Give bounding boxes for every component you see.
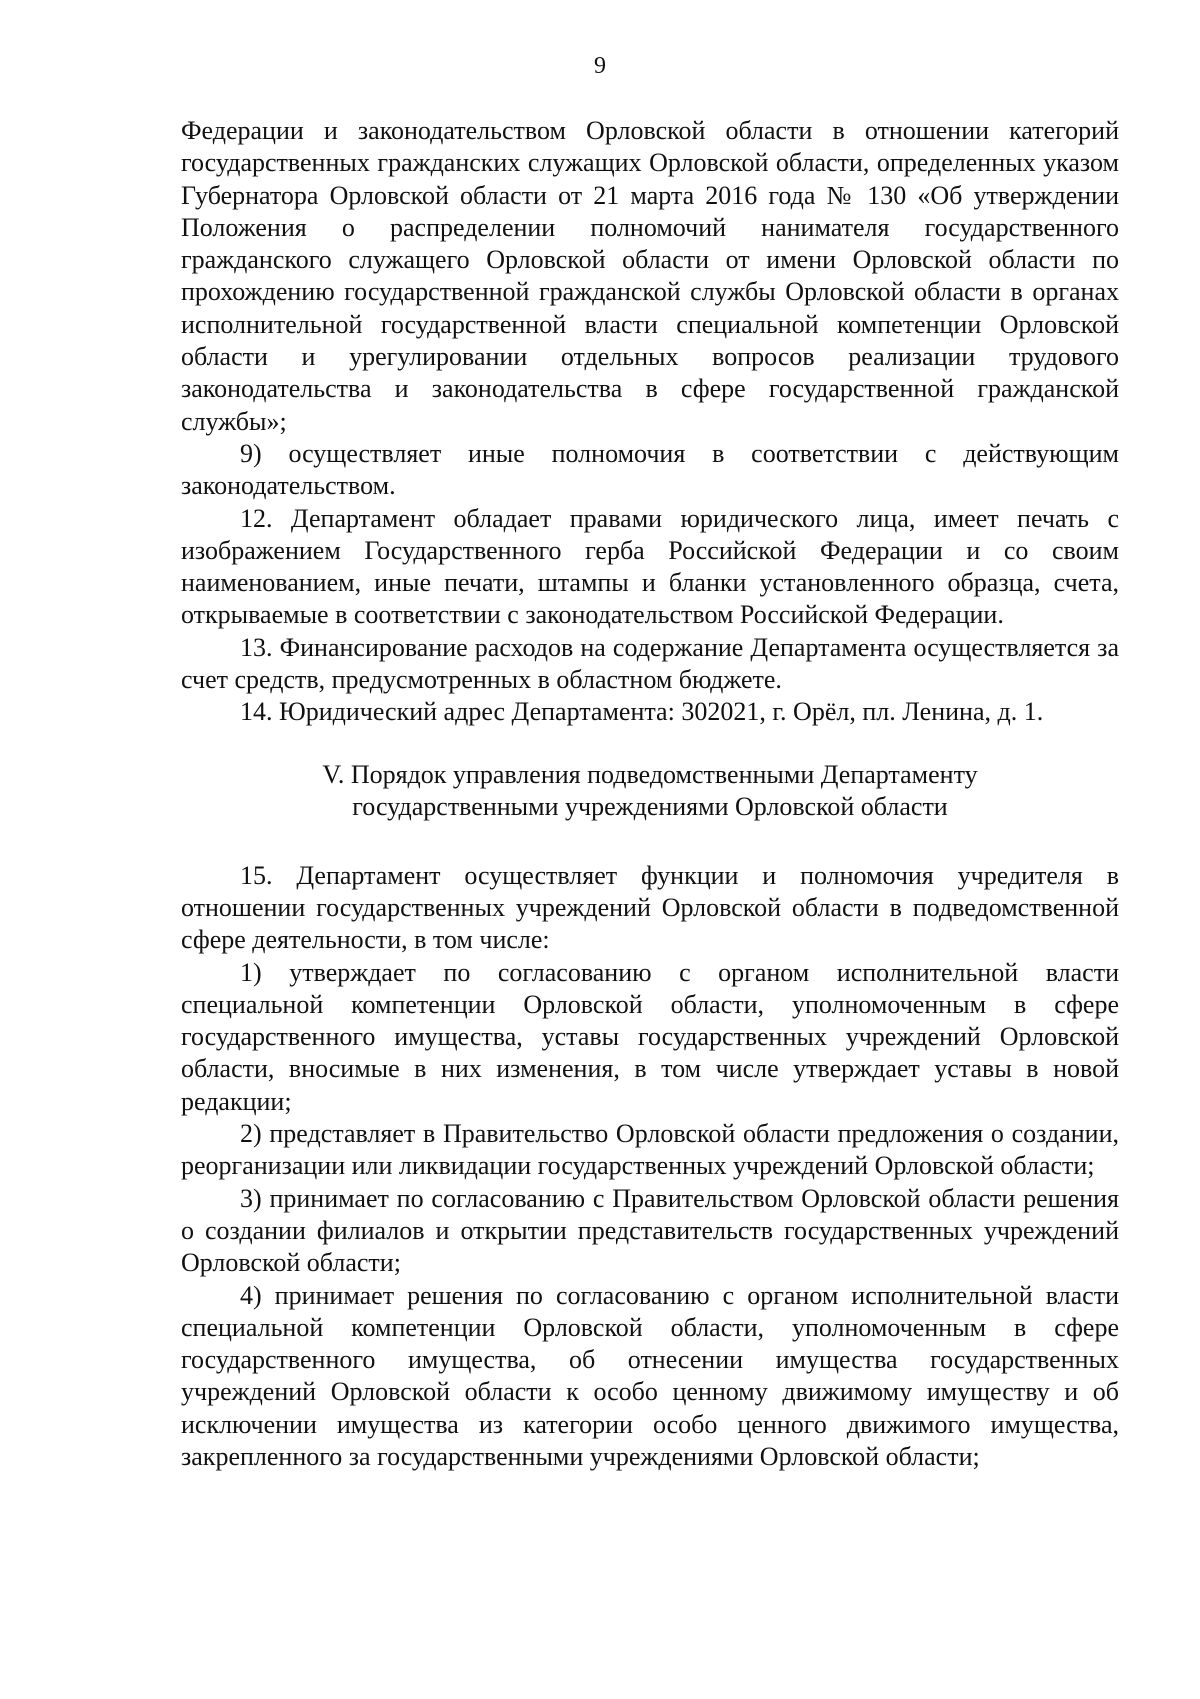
paragraph-subitem-2: 2) представляет в Правительство Орловской области предложения о создании, реорганизации или ликвидации государственных учреждений Орловской области; (181, 1119, 1119, 1181)
section-heading-line-2: государственными учреждениями Орловской области (352, 792, 948, 822)
paragraph-13: 13. Финансирование расходов на содержание Департамента осуществляется за счет средств, предусмотренных в областном бюджете. (181, 632, 1119, 695)
paragraph-14: 14. Юридический адрес Департамента: 302021, г. Орёл, пл. Ленина, д. 1. (240, 697, 1044, 727)
paragraph-15: 15. Департамент осуществляет функции и полномочия учредителя в отношении государственных учреждений Орловской области в подведомственной сфере деятельности, в том числе: (181, 860, 1119, 955)
document-body (181, 115, 1119, 1473)
section-heading (181, 759, 1119, 824)
paragraph-continuation: Федерации и законодательством Орловской области в отношении категорий государственных гражданских служащих Орловской области, определенных указом Губернатора Орловской области от 21 марта 2016 года № 130 «Об утверждении Положения о распределении полномочий нанимателя государственного гражданского служащего Орловской области от имени Орловской области по прохождению государственной гражданской службы Орловской области в органах исполнительной государственной власти специальной компетенции Орловской области и урегулировании отдельных вопросов реализации трудового законодательства и законодательства в сфере государственной гражданской службы»; (181, 116, 1119, 436)
paragraph-12: 12. Департамент обладает правами юридического лица, имеет печать с изображением Государственного герба Российской Федерации и со своим наименованием, иные печати, штампы и бланки установленного образца, счета, открываемые в соответствии с законодательством Российской Федерации. (181, 503, 1119, 630)
paragraph-subitem-3: 3) принимает по согласованию с Правительством Орловской области решения о создании филиалов и открытии представительств государственных учреждений Орловской области; (181, 1183, 1119, 1278)
section-heading-line-1: V. Порядок управления подведомственными Департаменту (322, 759, 978, 789)
paragraph-subitem-4: 4) принимает решения по согласованию с органом исполнительной власти специальной компетенции Орловской области, уполномоченным в сфере государственного имущества, об отнесении имущества государственных учреждений Орловской области к особо ценному движимому имуществу и об исключении имущества из категории особо ценного движимого имущества, закрепленного за государственными учреждениями Орловской области; (181, 1280, 1119, 1471)
page-number: 9 (594, 53, 606, 79)
paragraph-subitem-1: 1) утверждает по согласованию с органом исполнительной власти специальной компетенции Орловской области, уполномоченным в сфере государственного имущества, уставы государственных учреждений Орловской области, вносимые в них изменения, в том числе утверждает уставы в новой редакции; (181, 957, 1119, 1116)
paragraph-item-9: 9) осуществляет иные полномочия в соответствии с действующим законодательством. (181, 438, 1119, 501)
